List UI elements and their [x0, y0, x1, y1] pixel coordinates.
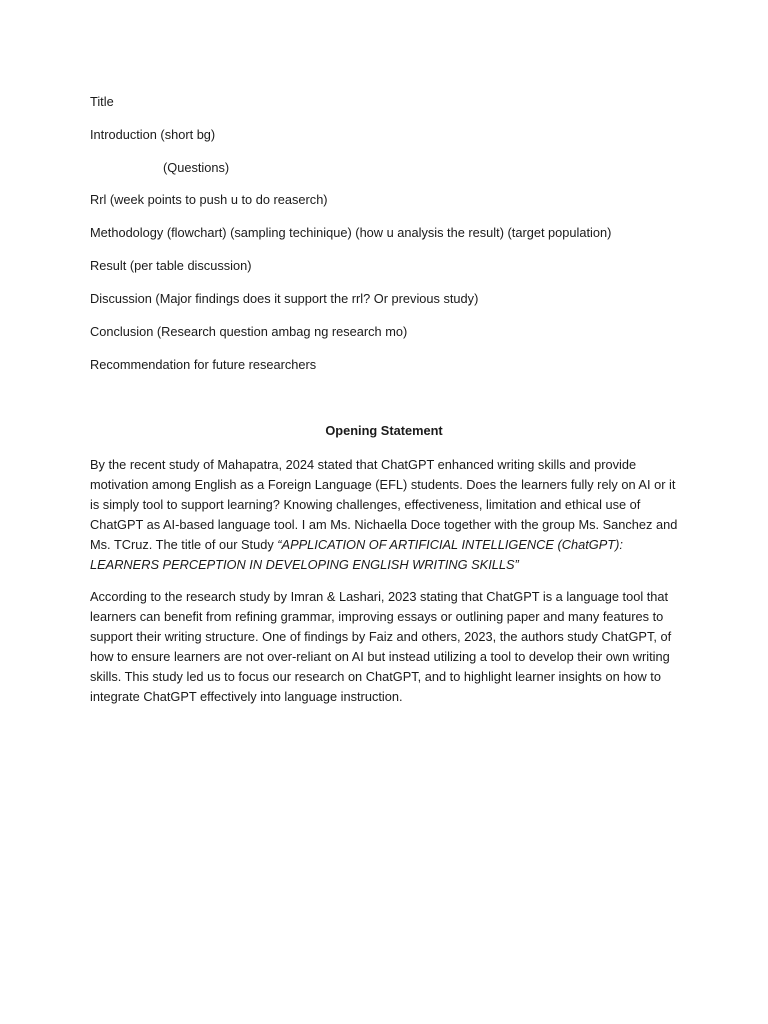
outline-conclusion: Conclusion (Research question ambag ng research mo): [90, 324, 408, 339]
study-title: “APPLICATION OF ARTIFICIAL INTELLIGENCE (ChatGPT): LEARNERS PERCEPTION IN DEVELOPING ENGLISH WRITING SKILLS”: [90, 536, 623, 572]
opening-paragraph-2: According to the research study by Imran & Lashari, 2023 stating that ChatGPT is a language tool that learners can benefit from refining grammar, improving essays or outlining paper and many features to support their writing structure. One of findings by Faiz and others, 2023, the authors study ChatGPT, of how to ensure learners are not over-reliant on AI but instead utilizing a tool to develop their own writing skills. This study led us to focus our research on ChatGPT, and to highlight learner insights on how to integrate ChatGPT effectively into language instruction.: [90, 589, 672, 704]
outline-title: Title: [90, 94, 114, 109]
outline-methodology: Methodology (flowchart) (sampling techinique) (how u analysis the result) (target population): [90, 225, 612, 240]
outline-questions: (Questions): [163, 160, 230, 175]
outline-rrl: Rrl (week points to push u to do reaserch): [90, 192, 328, 207]
outline-result: Result (per table discussion): [90, 258, 252, 273]
outline-introduction: Introduction (short bg): [90, 127, 216, 142]
paragraph-1-text: By the recent study of Mahapatra, 2024 stated that ChatGPT enhanced writing skills and provide motivation among English as a Foreign Language (EFL) students. Does the learners fully rely on AI or it is simply tool to support learning? Knowing challenges, effectiveness, limitation and ethical use of ChatGPT as AI-based language tool. I am Ms. Nichaella Doce together with the group Ms. Sanchez and Ms. TCruz. The title of our Study: [90, 457, 678, 552]
outline-discussion: Discussion (Major findings does it support the rrl? Or previous study): [90, 291, 479, 306]
opening-paragraph-1: [90, 455, 682, 574]
opening-statement-heading: Opening Statement: [325, 423, 443, 438]
outline-recommendation: Recommendation for future researchers: [90, 357, 317, 372]
